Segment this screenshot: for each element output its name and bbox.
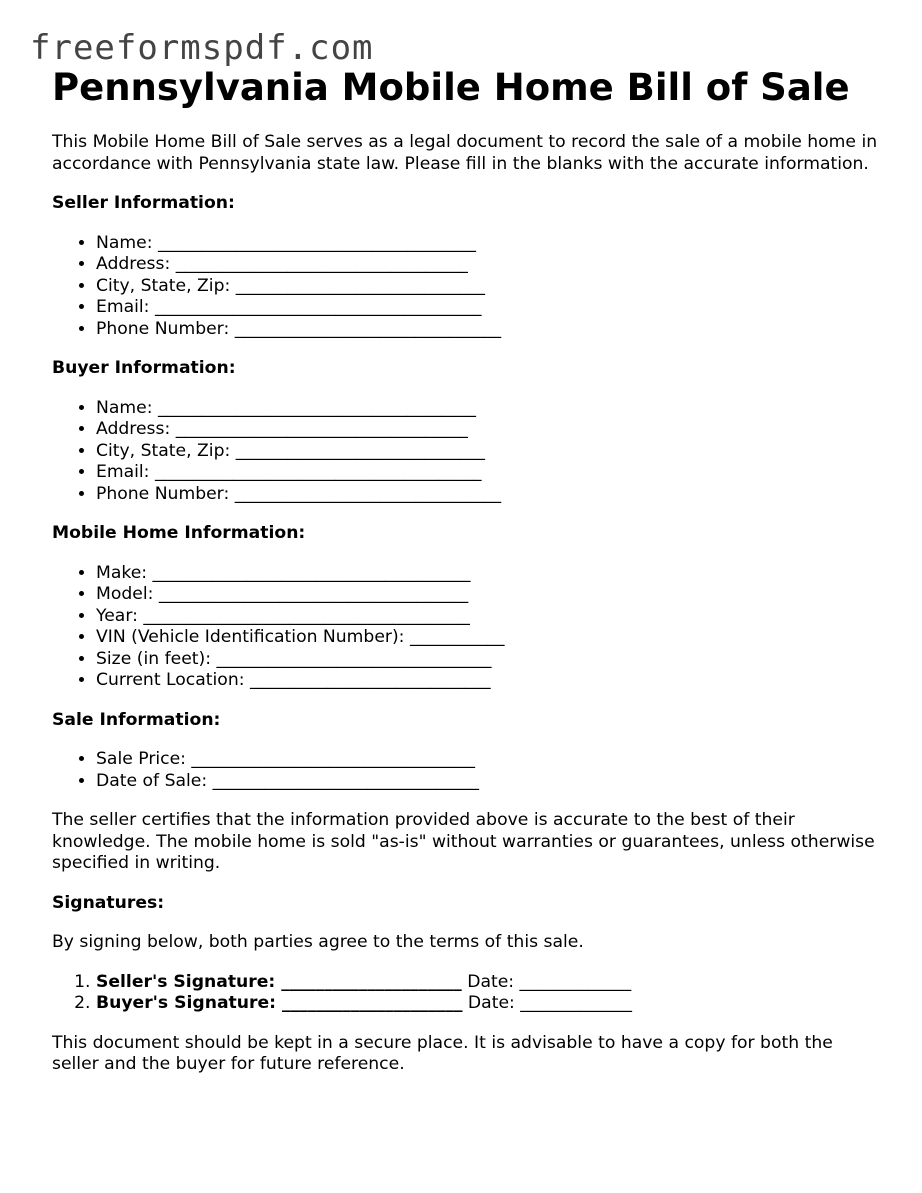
intro-paragraph: This Mobile Home Bill of Sale serves as a legal document to record the sale of a mobile home in accordance with Pennsylvania state law. Please fill in the blanks with the accurate information. xyxy=(52,132,878,174)
seller-phone-field[interactable]: • Phone Number: _______________________________ xyxy=(96,319,882,341)
sale-heading: Sale Information: xyxy=(52,709,221,730)
home-make-field[interactable]: • Make: _____________________________________ xyxy=(96,563,882,585)
document xyxy=(52,66,882,1076)
sale-date-field[interactable]: • Date of Sale: _______________________________ xyxy=(96,771,882,793)
seller-signature-date[interactable]: Date: _____________ xyxy=(461,971,632,992)
buyer-heading: Buyer Information: xyxy=(52,358,236,378)
seller-heading: Seller Information: xyxy=(52,193,235,213)
seller-address-field[interactable]: • Address: __________________________________ xyxy=(96,254,882,276)
footer-note: This document should be kept in a secure place. It is advisable to have a copy for both the seller and the buyer for future reference. xyxy=(52,1032,833,1074)
buyer-signature-line[interactable] xyxy=(96,993,882,1015)
certification-paragraph: The seller certifies that the information provided above is accurate to the best of their knowledge. The mobile home is sold "as-is" without warranties or guarantees, unless otherwise specified in writing. xyxy=(52,810,875,873)
sale-price-field[interactable]: • Sale Price: _________________________________ xyxy=(96,749,882,771)
buyer-name-field[interactable]: • Name: _____________________________________ xyxy=(96,398,882,420)
buyer-email-field[interactable]: • Email: ______________________________________ xyxy=(96,462,882,484)
signatures-heading: Signatures: xyxy=(52,892,165,913)
home-field-list xyxy=(52,563,882,692)
buyer-signature-date[interactable]: Date: _____________ xyxy=(462,993,632,1013)
seller-city-state-zip-field[interactable]: • City, State, Zip: _____________________________ xyxy=(96,276,882,298)
buyer-field-list xyxy=(52,398,882,506)
home-model-field[interactable]: • Model: ____________________________________ xyxy=(96,584,882,606)
seller-signature-label: Seller's Signature: _____________________ xyxy=(96,971,462,992)
seller-name-field[interactable]: • Name: _____________________________________ xyxy=(96,233,882,255)
home-heading: Mobile Home Information: xyxy=(52,523,306,543)
sale-field-list xyxy=(52,749,882,792)
buyer-city-state-zip-field[interactable]: • City, State, Zip: _____________________________ xyxy=(96,441,882,463)
home-vin-field[interactable]: • VIN (Vehicle Identification Number): ___________ xyxy=(96,627,882,649)
page-title: Pennsylvania Mobile Home Bill of Sale xyxy=(52,66,850,109)
buyer-signature-label: Buyer's Signature: _____________________ xyxy=(96,993,463,1013)
seller-signature-line[interactable] xyxy=(96,972,882,994)
signature-list xyxy=(52,972,882,1015)
home-location-field[interactable]: • Current Location: ____________________________ xyxy=(96,670,882,692)
home-size-field[interactable]: • Size (in feet): ________________________________ xyxy=(96,649,882,671)
seller-field-list xyxy=(52,233,882,341)
buyer-address-field[interactable]: • Address: __________________________________ xyxy=(96,419,882,441)
watermark: freeformspdf.com xyxy=(30,28,374,68)
home-year-field[interactable]: • Year: ______________________________________ xyxy=(96,606,882,628)
buyer-phone-field[interactable]: • Phone Number: _______________________________ xyxy=(96,484,882,506)
seller-email-field[interactable]: • Email: ______________________________________ xyxy=(96,297,882,319)
agreement-text: By signing below, both parties agree to the terms of this sale. xyxy=(52,932,584,952)
